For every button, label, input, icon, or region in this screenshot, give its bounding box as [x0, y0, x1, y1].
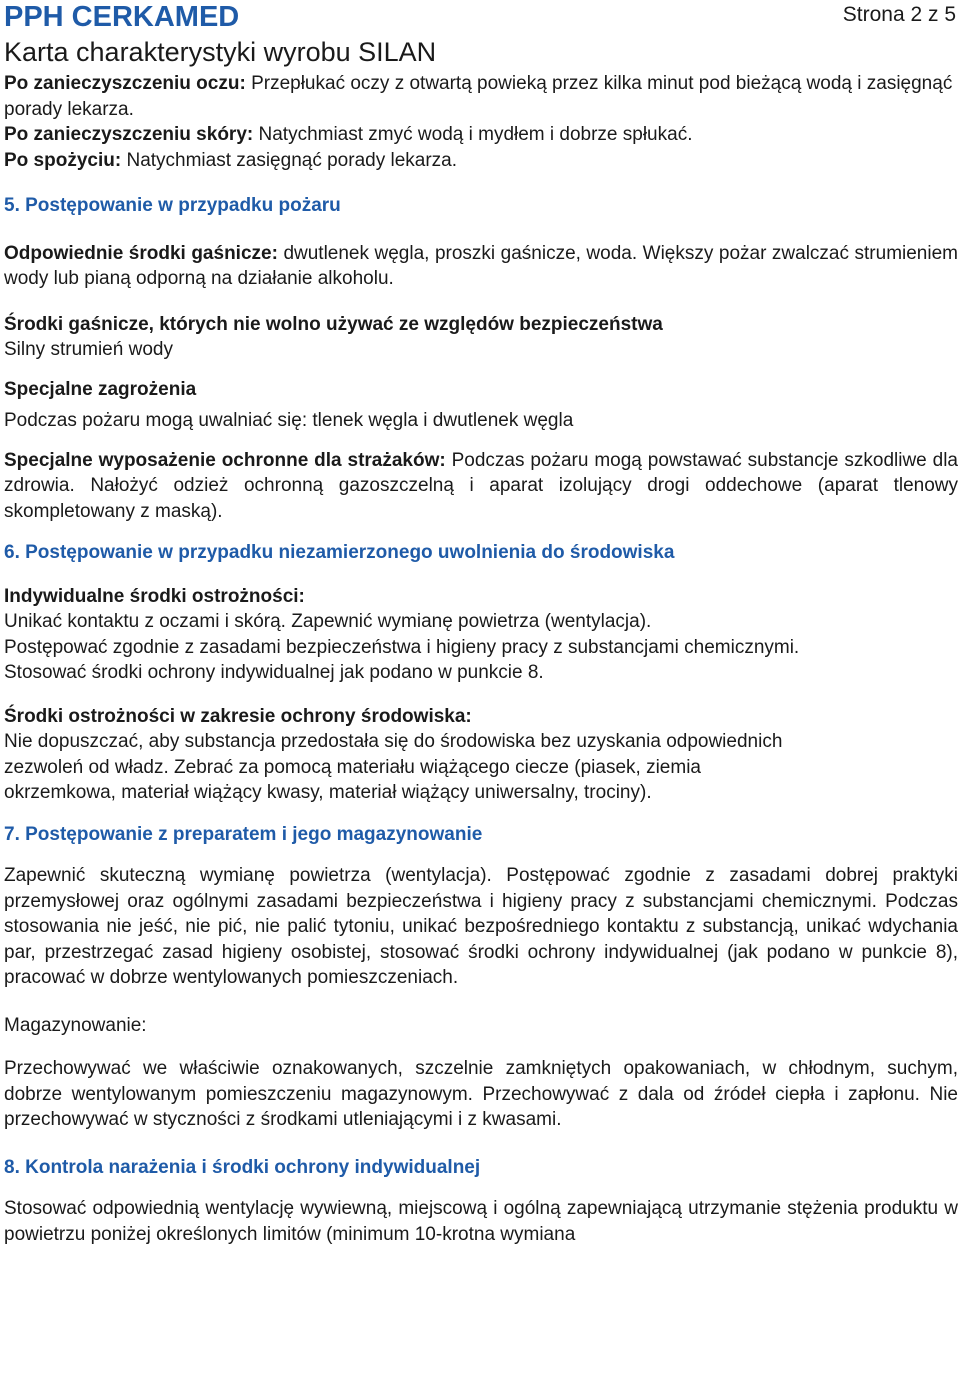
first-aid-skin-text: Natychmiast zmyć wodą i mydłem i dobrze spłukać.: [253, 124, 693, 145]
section7-handling-text: Zapewnić skuteczną wymianę powietrza (wentylacja). Postępować zgodnie z zasadami dobrej praktyki przemysłowej oraz ogólnymi zasadami bezpieczeństwa i higieny pracy z substancjami chemicznymi. Podczas stosowania nie jeść, nie pić, nie palić tytoniu, unikać bezpośredniego kontaktu z substancją, unikać wdychania par, przestrzegać zasad higieny osobistej, stosować środki ochrony indywidualnej (jak podano w punkcie 8), pracować w dobrze wentylowanych pomieszczeniach.: [4, 865, 958, 988]
section7-storage-label: Magazynowanie:: [4, 1014, 147, 1036]
section5-agents-text: dwutlenek węgla, proszki gaśnicze, woda. Większy pożar zwalczać strumieniem wody lub pianą odporną na działanie alkoholu.: [4, 242, 958, 289]
first-aid-eyes-label: Po zanieczyszczeniu oczu:: [4, 73, 246, 94]
company-name: PPH CERKAMED: [4, 1, 240, 33]
section7-heading: 7. Postępowanie z preparatem i jego magazynowanie: [4, 823, 483, 845]
section5-forbidden-text: Silny strumień wody: [4, 339, 173, 360]
first-aid-ingestion-label: Po spożyciu:: [4, 149, 122, 171]
section5-forbidden-label: Środki gaśnicze, których nie wolno używać ze względów bezpieczeństwa: [4, 313, 663, 335]
section6-personal-line1: Unikać kontaktu z oczami i skórą. Zapewnić wymianę powietrza (wentylacja).: [4, 611, 652, 632]
section6-env-line1: Nie dopuszczać, aby substancja przedostała się do środowiska bez uzyskania odpowiednich: [4, 731, 783, 752]
section6-personal-label: Indywidualne środki ostrożności:: [4, 585, 305, 607]
section6-heading: 6. Postępowanie w przypadku niezamierzonego uwolnienia do środowiska: [4, 542, 675, 563]
first-aid-eyes: [4, 71, 958, 122]
first-aid-skin-label: Po zanieczyszczeniu skóry:: [4, 124, 254, 145]
section5-hazards-text: Podczas pożaru mogą uwalniać się: tlenek węgla i dwutlenek węgla: [4, 410, 574, 431]
section8-text: Stosować odpowiednią wentylację wywiewną, miejscową i ogólną zapewniającą utrzymanie stężenia produktu w powietrzu poniżej określonych limitów (minimum 10-krotna wymiana: [4, 1198, 958, 1245]
section7-storage-text: Przechowywać we właściwie oznakowanych, szczelnie zamkniętych opakowaniach, w chłodnym, suchym, dobrze wentylowanym pomieszczeniu magazynowym. Przechowywać z dala od źródeł ciepła i zapłonu. Nie przechowywać w styczności z środkami utleniającymi i z kwasami.: [4, 1058, 958, 1130]
section5-agents-label: Odpowiednie środki gaśnicze:: [4, 242, 278, 264]
first-aid-ingestion: [4, 148, 958, 174]
section5-agents: [4, 241, 958, 292]
section5-equipment-text: Podczas pożaru mogą powstawać substancje szkodliwe dla zdrowia. Nałożyć odzież ochronną gazoszczelną i aparat izolujący drogi oddechowe (aparat tlenowy skompletowany z maską).: [4, 449, 958, 522]
section6-env-line3: okrzemkowa, materiał wiążący kwasy, materiał wiążący uniwersalny, trociny).: [4, 782, 652, 803]
section5-equipment: [4, 448, 958, 525]
first-aid-eyes-text: Przepłukać oczy z otwartą powieką przez kilka minut pod bieżącą wodą i zasięgnąć porady lekarza.: [4, 73, 953, 120]
section6-env-label: Środki ostrożności w zakresie ochrony środowiska:: [4, 705, 472, 727]
first-aid-skin: [4, 122, 958, 148]
section5-equipment-label: Specjalne wyposażenie ochronne dla strażaków:: [4, 449, 446, 471]
page-number: Strona 2 z 5: [842, 3, 956, 26]
document-body: [4, 71, 958, 1247]
section8-heading: 8. Kontrola narażenia i środki ochrony indywidualnej: [4, 1156, 481, 1178]
section5-heading: 5. Postępowanie w przypadku pożaru: [4, 195, 341, 216]
section5-hazards-label: Specjalne zagrożenia: [4, 378, 197, 400]
section6-personal-line2: Postępować zgodnie z zasadami bezpieczeństwa i higieny pracy z substancjami chemicznymi.: [4, 636, 800, 658]
section6-personal-line3: Stosować środki ochrony indywidualnej jak podano w punkcie 8.: [4, 662, 544, 683]
first-aid-ingestion-text: Natychmiast zasięgnąć porady lekarza.: [121, 149, 458, 171]
section6-env-line2: zezwoleń od władz. Zebrać za pomocą materiału wiążącego ciecze (piasek, ziemia: [4, 756, 701, 778]
document-title: Karta charakterystyki wyrobu SILAN: [4, 37, 437, 67]
